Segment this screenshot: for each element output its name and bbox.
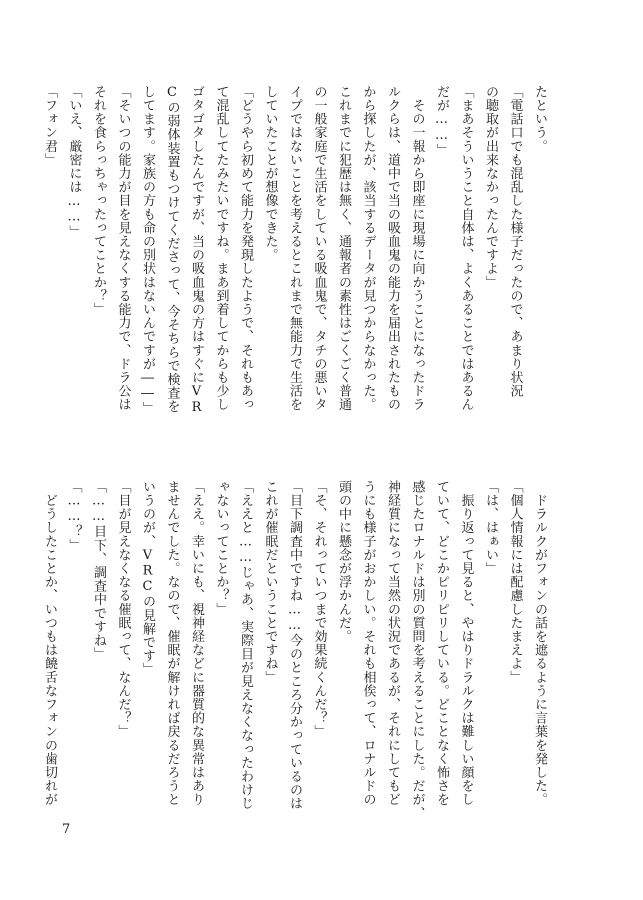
text-line: 「まあそういうこと自体は、よくあることではあるん [458,85,474,412]
text-line: うにも様子がおかしい。それも相俟って、ロナルドの [360,480,376,807]
text-line: いうのが、VRCの見解です」 [140,480,155,677]
text-line: 振り返って見ると、やはりドラルクは難しい顔をし [458,480,474,807]
text-line: 感じたロナルドは別の質問を考えることにした。だが、 [409,480,425,820]
text-line: どうしたことか、いつもは饒舌なフォンの歯切れが [42,480,57,807]
text-line: イプではないことを考えるとこれまで無能力で生活を [287,85,302,412]
text-line: の一般家庭で生活をしている吸血鬼で、タチの悪いタ [311,85,327,412]
text-line: から探したが、該当するデータが見つからなかった。 [360,85,376,412]
text-line: 「電話口でも混乱した様子だったので、あまり状況 [507,85,523,398]
text-line: だが……」 [434,85,449,157]
text-line: 神経質になって当然の状況であるが、それにしてもど [385,480,400,807]
text-line: これまでに犯歴は無く、通報者の素性はごくごく普通 [336,85,351,412]
text-line: それを食らっちゃったってことか？」 [91,85,106,317]
text-line: ませんでした。なので、催眠が解ければ戻るだろうと [164,480,180,807]
text-line: その一報から即座に現場に向かうことになったドラ [409,85,425,412]
text-line: ルクらは、道中で当の吸血鬼の能力を届出されたもの [385,85,400,412]
text-line: ゴタゴタしたんですが、当の吸血鬼の方はすぐにVR [189,85,204,416]
text-line: て混乱してたみたいですね。まあ到着してからも少し [213,85,229,412]
text-line: してます。家族の方も命の別状はないんですが――」 [140,85,155,416]
text-line: 「個人情報には配慮したまえよ」 [507,480,523,684]
page-number: 7 [62,822,71,837]
text-line: 「いえ、厳密には……」 [66,85,82,239]
text-line: 頭の中に懸念が浮かんだ。 [336,480,351,644]
text-line: していたことが想像できた。 [262,85,278,262]
text-line: 「ええ。幸いにも、視神経などに器質的な異常はあり [189,480,204,807]
text-line: の聴取が出来なかったんですよ」 [483,85,498,289]
text-line: ドラルクがフォンの話を遮るように言葉を発した。 [532,480,547,807]
text-block-upper [42,85,551,416]
text-line: Cの弱体装置もつけてくださって、今そちらで検査を [164,85,180,414]
text-line: 「フォン君」 [42,85,57,167]
text-line: 「そいつの能力が目を見えなくする能力で、ドラ公は [115,85,131,412]
text-line: 「目下調査中ですね……今のところ分かっているのは [287,480,302,811]
text-line: 「どうやら初めて能力を発現したようで、それもあっ [238,85,253,412]
text-block-lower [42,480,551,820]
text-line: これが催眠だということですね」 [262,480,278,684]
text-line: 「そ、それっていつまで効果続くんだ？」 [311,480,327,739]
text-line: 「は、はぁい」 [483,480,498,576]
text-line: たという。 [532,85,547,153]
text-line: ゃないってことか？」 [213,480,229,616]
text-line: 「……？」 [66,480,82,552]
text-line: 「ええと……じゃあ、実際目が見えなくなったわけじ [238,480,253,811]
text-line: 「……目下、調査中ですね」 [91,480,106,661]
text-line: ていて、どこかピリピリしている。どことなく怖さを [434,480,449,807]
text-line: 「目が見えなくなる催眠って、なんだ？」 [115,480,131,739]
